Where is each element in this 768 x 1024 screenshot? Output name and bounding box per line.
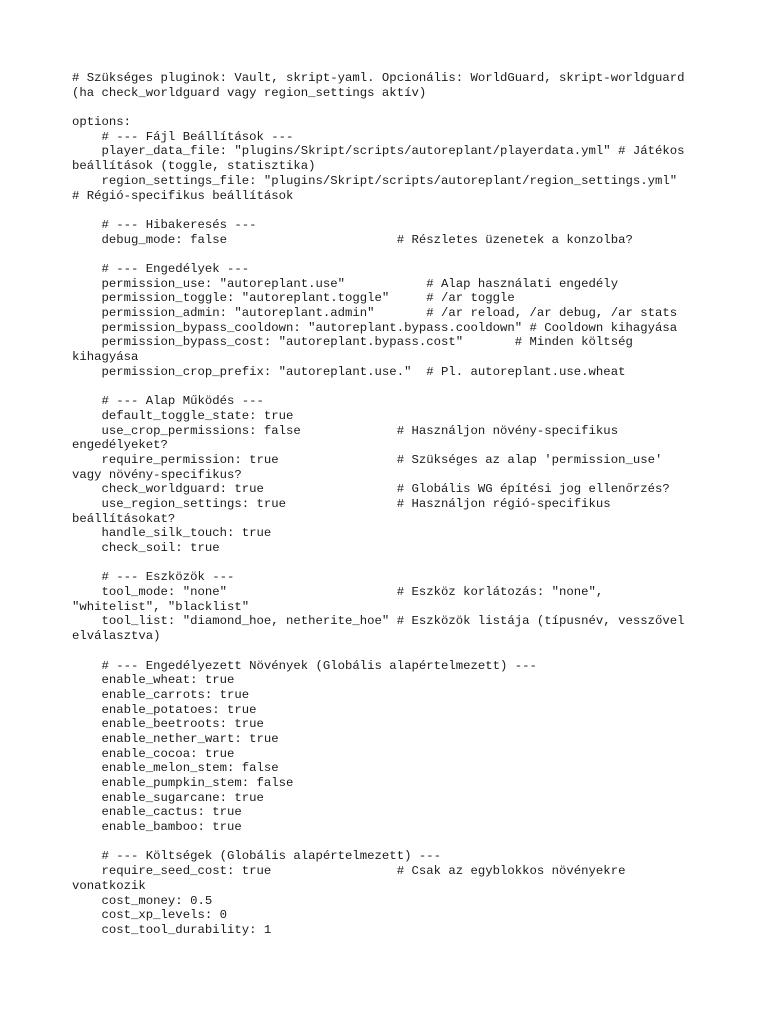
- document-line: enable_melon_stem: false: [72, 761, 279, 776]
- document-line: engedélyeket?: [72, 438, 168, 453]
- document-line: # --- Engedélyezett Növények (Globális alapértelmezett) ---: [72, 658, 537, 673]
- document-line: check_worldguard: true # Globális WG építési jog ellenőrzés?: [72, 482, 670, 497]
- document-line: permission_admin: "autoreplant.admin" # /ar reload, /ar debug, /ar stats: [72, 306, 678, 320]
- document-line: # Szükséges pluginok: Vault, skript-yaml. Opcionális: WorldGuard, skript-worldguard: [72, 71, 685, 85]
- document-line: # --- Hibakeresés ---: [72, 217, 257, 232]
- document-line: use_region_settings: true # Használjon régió-specifikus: [72, 496, 611, 511]
- document-line: permission_use: "autoreplant.use" # Alap használati engedély: [72, 276, 619, 291]
- document-line: "whitelist", "blacklist": [72, 599, 250, 614]
- document-line: permission_toggle: "autoreplant.toggle" # /ar toggle: [72, 291, 515, 306]
- document-line: enable_sugarcane: true: [72, 790, 264, 805]
- document-line: options:: [72, 115, 132, 130]
- document-line: use_crop_permissions: false # Használjon növény-specifikus: [72, 423, 619, 438]
- document-line: enable_potatoes: true: [72, 702, 257, 717]
- document-line: vagy növény-specifikus?: [72, 467, 242, 482]
- blank-line: [72, 556, 732, 571]
- document-line: enable_bamboo: true: [72, 820, 242, 835]
- blank-line: [72, 644, 732, 659]
- document-line: permission_crop_prefix: "autoreplant.use." # Pl. autoreplant.use.wheat: [72, 364, 626, 379]
- document-line: player_data_file: "plugins/Skript/scripts/autoreplant/playerdata.yml" # Játékos: [72, 144, 685, 159]
- document-line: cost_xp_levels: 0: [72, 908, 227, 923]
- document-line: cost_money: 0.5: [72, 893, 213, 908]
- config-document: [72, 71, 732, 938]
- document-line: vonatkozik: [72, 878, 146, 893]
- blank-line: [72, 835, 732, 850]
- document-line: # --- Fájl Beállítások ---: [72, 129, 294, 144]
- document-line: enable_wheat: true: [72, 673, 235, 688]
- document-line: elválasztva): [72, 629, 161, 644]
- document-line: enable_pumpkin_stem: false: [72, 776, 294, 790]
- document-line: beállításokat?: [72, 511, 176, 526]
- document-line: region_settings_file: "plugins/Skript/scripts/autoreplant/region_settings.yml": [72, 173, 678, 188]
- document-line: enable_cocoa: true: [72, 746, 235, 761]
- document-line: permission_bypass_cost: "autoreplant.bypass.cost" # Minden költség: [72, 335, 633, 350]
- document-line: # Régió-specifikus beállítások: [72, 188, 294, 203]
- document-line: kihagyása: [72, 350, 139, 365]
- document-line: default_toggle_state: true: [72, 408, 294, 423]
- document-line: require_permission: true # Szükséges az alap 'permission_use': [72, 452, 663, 467]
- document-line: # --- Költségek (Globális alapértelmezett) ---: [72, 849, 441, 864]
- document-line: handle_silk_touch: true: [72, 526, 272, 541]
- document-line: tool_mode: "none" # Eszköz korlátozás: "none",: [72, 585, 604, 600]
- blank-line: [72, 203, 732, 218]
- document-line: tool_list: "diamond_hoe, netherite_hoe" # Eszközök listája (típusnév, vesszővel: [72, 614, 685, 629]
- blank-line: [72, 247, 732, 262]
- document-line: # --- Engedélyek ---: [72, 261, 250, 276]
- document-line: # --- Eszközök ---: [72, 570, 235, 585]
- document-line: enable_beetroots: true: [72, 717, 264, 732]
- document-line: check_soil: true: [72, 541, 220, 555]
- document-line: permission_bypass_cooldown: "autoreplant.bypass.cooldown" # Cooldown kihagyása: [72, 320, 678, 335]
- document-line: (ha check_worldguard vagy region_settings aktív): [72, 85, 427, 100]
- document-line: cost_tool_durability: 1: [72, 922, 272, 937]
- blank-line: [72, 100, 732, 115]
- document-line: enable_cactus: true: [72, 805, 242, 820]
- document-line: enable_carrots: true: [72, 687, 250, 702]
- document-line: enable_nether_wart: true: [72, 731, 279, 746]
- document-line: debug_mode: false # Részletes üzenetek a konzolba?: [72, 232, 633, 247]
- blank-line: [72, 379, 732, 394]
- document-line: beállítások (toggle, statisztika): [72, 159, 316, 174]
- document-line: require_seed_cost: true # Csak az egyblokkos növényekre: [72, 864, 626, 879]
- document-line: # --- Alap Működés ---: [72, 394, 264, 409]
